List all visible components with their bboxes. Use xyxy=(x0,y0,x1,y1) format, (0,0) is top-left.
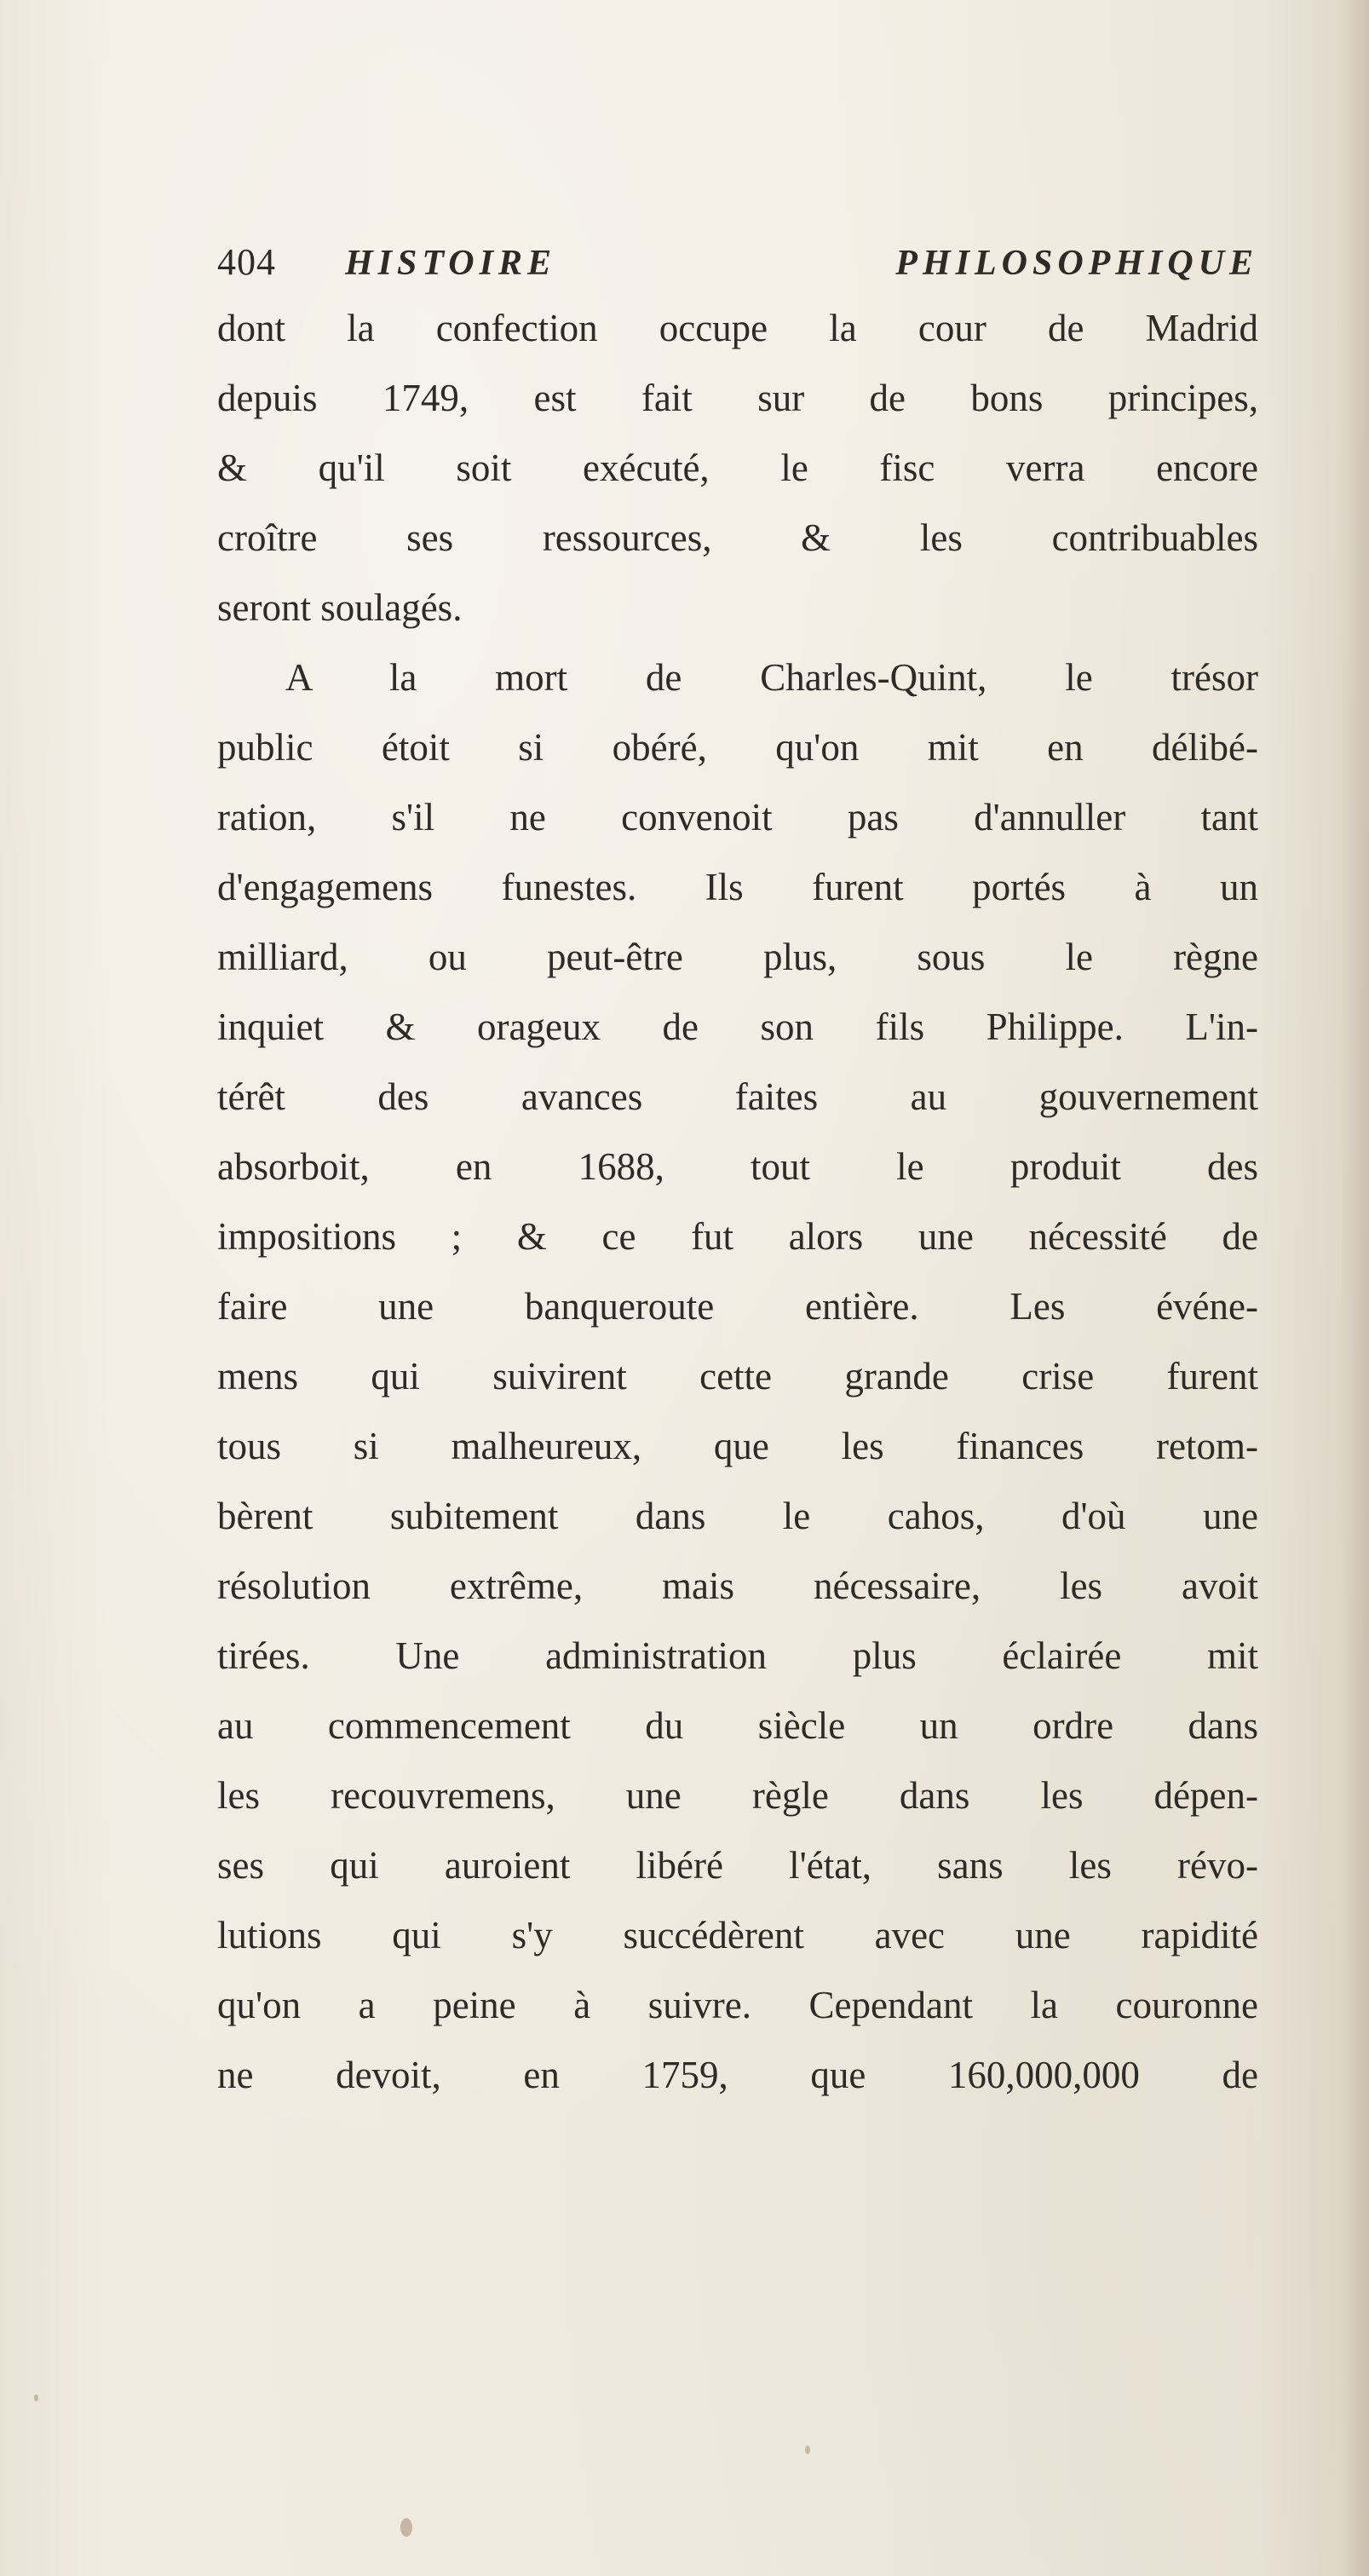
text-line: mens qui suivirent cette grande crise furent xyxy=(217,1355,1258,1397)
page-number: 404 xyxy=(217,241,276,283)
text-line: d'engagemens funestes. Ils furent portés à un xyxy=(217,866,1258,908)
text-line: seront soulagés. xyxy=(217,586,463,629)
text-line: les recouvremens, une règle dans les dépen- xyxy=(217,1774,1258,1817)
text-line: ne devoit, en 1759, que 160,000,000 de xyxy=(217,2054,1258,2096)
text-line: résolution extrême, mais nécessaire, les avoit xyxy=(217,1565,1258,1607)
text-line: inquiet & orageux de son fils Philippe. L'in- xyxy=(217,1006,1258,1048)
text-line: faire une banqueroute entière. Les événe- xyxy=(217,1285,1258,1328)
text-line: au commencement du siècle un ordre dans xyxy=(217,1704,1258,1747)
text-line: tirées. Une administration plus éclairée mit xyxy=(217,1634,1258,1677)
text-line: térêt des avances faites au gouvernement xyxy=(217,1075,1258,1118)
text-line: & qu'il soit exécuté, le fisc verra encore xyxy=(217,447,1258,489)
text-line: lutions qui s'y succédèrent avec une rapidité xyxy=(217,1914,1258,1956)
spine-shadow xyxy=(1340,0,1369,2576)
text-line: bèrent subitement dans le cahos, d'où une xyxy=(217,1495,1258,1537)
text-line: dont la confection occupe la cour de Madrid xyxy=(217,307,1258,349)
text-line: depuis 1749, est fait sur de bons principes, xyxy=(217,377,1258,419)
text-block xyxy=(217,240,1258,2110)
text-line: tous si malheureux, que les finances retom- xyxy=(217,1425,1258,1467)
paper-speck xyxy=(400,2518,412,2537)
running-head xyxy=(217,240,1258,293)
running-title: HISTOIRE PHILOSOPHIQUE xyxy=(345,244,1258,283)
text-line: qu'on a peine à suivre. Cependant la couronne xyxy=(217,1984,1258,2026)
text-line: ses qui auroient libéré l'état, sans les révo- xyxy=(217,1844,1258,1887)
text-line: absorboit, en 1688, tout le produit des xyxy=(217,1145,1258,1188)
text-line: impositions ; & ce fut alors une nécessité de xyxy=(217,1215,1258,1258)
paper-speck xyxy=(805,2446,810,2454)
text-line: A la mort de Charles-Quint, le trésor xyxy=(285,656,1258,699)
text-line: croître ses ressources, & les contribuables xyxy=(217,516,1258,559)
text-line: ration, s'il ne convenoit pas d'annuller tant xyxy=(217,796,1258,838)
text-line: milliard, ou peut-être plus, sous le règne xyxy=(217,936,1258,978)
text-line: public étoit si obéré, qu'on mit en délibé- xyxy=(217,726,1258,769)
paper-speck xyxy=(34,2394,38,2401)
